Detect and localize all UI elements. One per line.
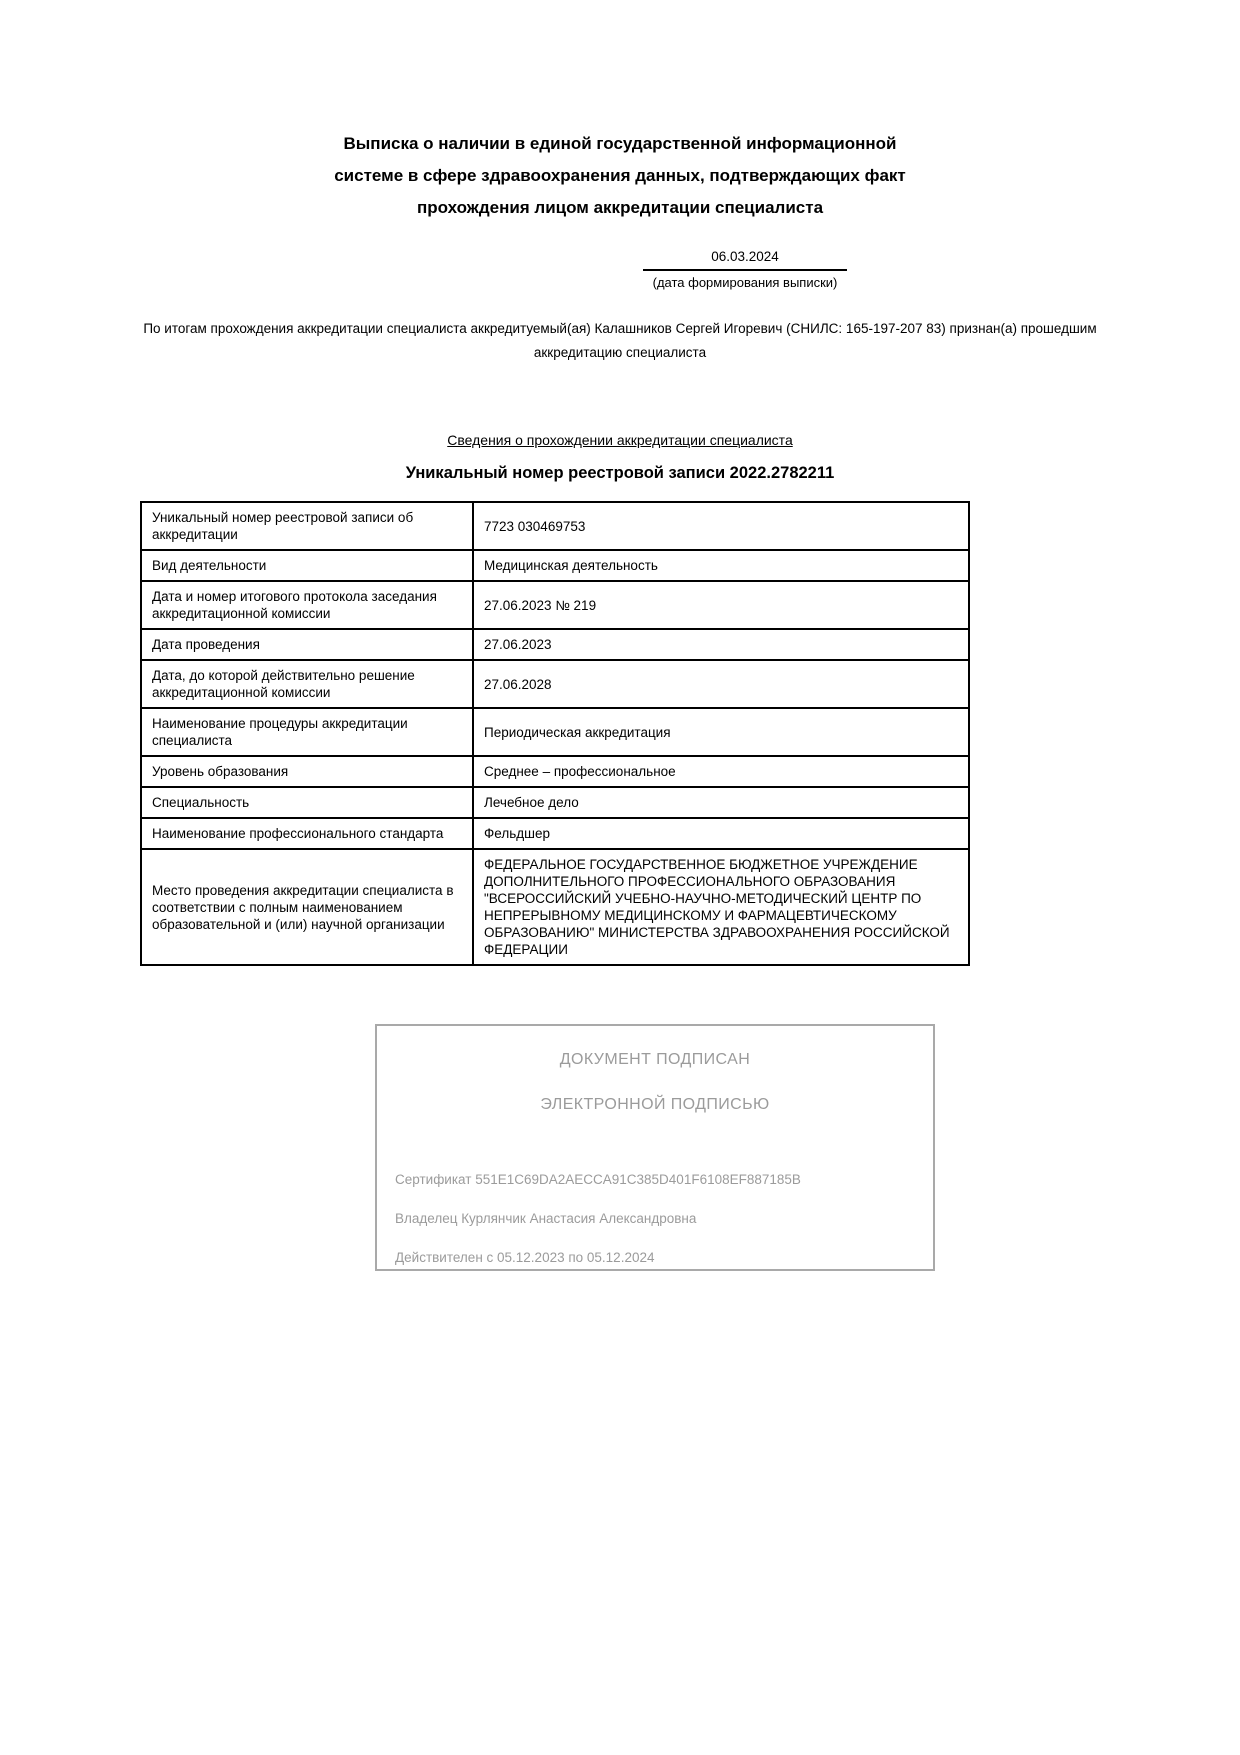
row-value: Фельдшер	[473, 818, 969, 849]
row-label: Специальность	[141, 787, 473, 818]
intro-paragraph: По итогам прохождения аккредитации специалиста аккредитуемый(ая) Калашников Сергей Игоревич (СНИЛС: 165-197-207 83) признан(а) прошедшим аккредитацию специалиста	[143, 321, 1097, 360]
title-line-3: прохождения лицом аккредитации специалиста	[416, 198, 824, 217]
table-row-registry-number	[141, 502, 969, 550]
table-row-protocol	[141, 581, 969, 629]
row-value: Среднее – профессиональное	[473, 756, 969, 787]
row-label: Вид деятельности	[141, 550, 473, 581]
row-label: Дата и номер итогового протокола заседания аккредитационной комиссии	[141, 581, 473, 629]
table-row-specialty	[141, 787, 969, 818]
table-row-professional-standard	[141, 818, 969, 849]
electronic-signature-stamp	[375, 1024, 935, 1271]
row-label: Дата, до которой действительно решение аккредитационной комиссии	[141, 660, 473, 708]
certificate-validity-line: Действителен с 05.12.2023 по 05.12.2024	[395, 1250, 655, 1265]
row-value: 27.06.2023	[473, 629, 969, 660]
extract-date-caption: (дата формирования выписки)	[652, 275, 838, 290]
row-value: 27.06.2028	[473, 660, 969, 708]
title-line-1: Выписка о наличии в единой государственной информационной	[343, 134, 897, 153]
row-label: Наименование процедуры аккредитации специалиста	[141, 708, 473, 756]
row-value: Медицинская деятельность	[473, 550, 969, 581]
row-value: 27.06.2023 № 219	[473, 581, 969, 629]
table-row-education-level	[141, 756, 969, 787]
row-label: Уникальный номер реестровой записи об аккредитации	[141, 502, 473, 550]
registry-number-title: Уникальный номер реестровой записи 2022.2782211	[405, 464, 835, 482]
table-row-date-held	[141, 629, 969, 660]
row-value: 7723 030469753	[473, 502, 969, 550]
accreditation-table	[140, 501, 970, 966]
row-value: Периодическая аккредитация	[473, 708, 969, 756]
extract-date: 06.03.2024	[643, 248, 847, 271]
row-value: ФЕДЕРАЛЬНОЕ ГОСУДАРСТВЕННОЕ БЮДЖЕТНОЕ УЧРЕЖДЕНИЕ ДОПОЛНИТЕЛЬНОГО ПРОФЕССИОНАЛЬНОГО ОБРАЗОВАНИЯ "ВСЕРОССИЙСКИЙ УЧЕБНО-НАУЧНО-МЕТОДИЧЕСКИЙ ЦЕНТР ПО НЕПРЕРЫВНОМУ МЕДИЦИНСКОМУ И ФАРМАЦЕВТИЧЕСКОМУ ОБРАЗОВАНИЮ" МИНИСТЕРСТВА ЗДРАВООХРАНЕНИЯ РОССИЙСКОЙ ФЕДЕРАЦИИ	[473, 849, 969, 965]
row-label: Наименование профессионального стандарта	[141, 818, 473, 849]
table-row-procedure-name	[141, 708, 969, 756]
table-row-activity-type	[141, 550, 969, 581]
table-row-valid-until	[141, 660, 969, 708]
certificate-number-line: Сертификат 551E1C69DA2AECCA91C385D401F6108EF887185B	[395, 1172, 801, 1187]
title-line-2: системе в сфере здравоохранения данных, подтверждающих факт	[334, 166, 906, 185]
certificate-owner-line: Владелец Курлянчик Анастасия Александровна	[395, 1211, 697, 1226]
row-label: Место проведения аккредитации специалиста в соответствии с полным наименованием образовательной и (или) научной организации	[141, 849, 473, 965]
row-value: Лечебное дело	[473, 787, 969, 818]
table-row-accreditation-place	[141, 849, 969, 965]
row-label: Дата проведения	[141, 629, 473, 660]
extract-date-block	[643, 248, 847, 291]
row-label: Уровень образования	[141, 756, 473, 787]
signature-stamp-line-2: ЭЛЕКТРОННОЙ ПОДПИСЬЮ	[540, 1096, 770, 1113]
section-subtitle: Сведения о прохождении аккредитации специалиста	[447, 432, 793, 448]
signature-stamp-line-1: ДОКУМЕНТ ПОДПИСАН	[559, 1051, 751, 1068]
document-title	[0, 0, 1240, 224]
